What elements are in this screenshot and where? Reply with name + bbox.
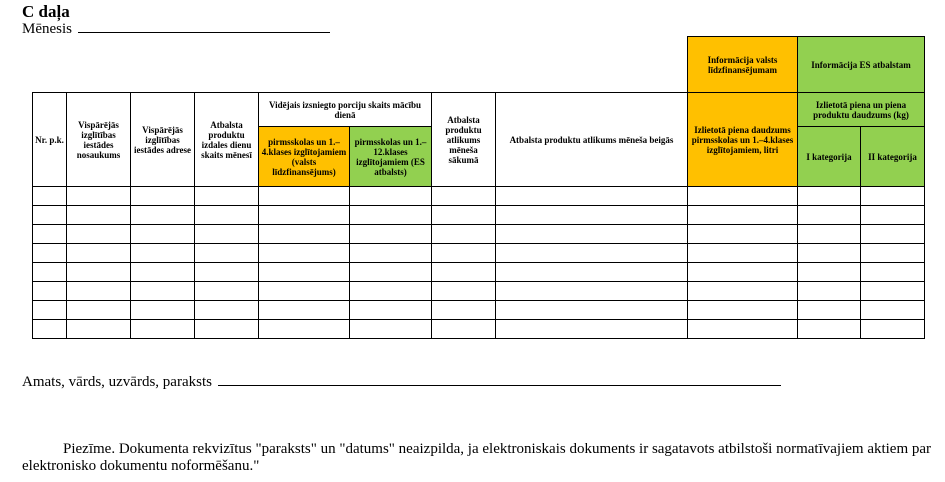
table-cell[interactable] [259, 263, 350, 282]
blank-header-area [33, 37, 688, 93]
table-cell[interactable] [131, 282, 195, 301]
table-cell[interactable] [33, 206, 67, 225]
table-cell[interactable] [350, 225, 432, 244]
table-cell[interactable] [432, 225, 496, 244]
table-cell[interactable] [432, 206, 496, 225]
table-cell[interactable] [688, 282, 798, 301]
header-eu-info: Informācija ES atbalstam [798, 37, 925, 93]
table-cell[interactable] [350, 244, 432, 263]
table-cell[interactable] [432, 320, 496, 339]
table-cell[interactable] [496, 244, 688, 263]
table-cell[interactable] [798, 301, 861, 320]
table-cell[interactable] [67, 263, 131, 282]
table-cell[interactable] [67, 301, 131, 320]
table-cell[interactable] [33, 244, 67, 263]
table-cell[interactable] [432, 244, 496, 263]
signature-input-line[interactable] [218, 372, 781, 386]
header-balance-end: Atbalsta produktu atlikums mēneša beigās [496, 93, 688, 187]
table-cell[interactable] [798, 206, 861, 225]
table-cell[interactable] [688, 263, 798, 282]
table-cell[interactable] [861, 206, 925, 225]
table-cell[interactable] [67, 187, 131, 206]
table-cell[interactable] [350, 301, 432, 320]
header-eu-milk: Izlietotā piena un piena produktu daudzums (kg) [798, 93, 925, 127]
table-cell[interactable] [798, 187, 861, 206]
table-cell[interactable] [861, 320, 925, 339]
table-cell[interactable] [259, 187, 350, 206]
table-cell[interactable] [259, 206, 350, 225]
header-avg-all: pirmsskolas un 1.–12.klases izglītojamiem (ES atbalsts) [350, 127, 432, 187]
header-state-info: Informācija valsts līdzfinansējumam [688, 37, 798, 93]
table-cell[interactable] [259, 282, 350, 301]
table-row [33, 244, 925, 263]
table-cell[interactable] [131, 320, 195, 339]
table-cell[interactable] [259, 244, 350, 263]
table-cell[interactable] [33, 301, 67, 320]
table-cell[interactable] [67, 282, 131, 301]
table-row [33, 320, 925, 339]
header-avg-preschool: pirmsskolas un 1.–4.klases izglītojamiem (valsts līdzfinansējums) [259, 127, 350, 187]
table-cell[interactable] [33, 320, 67, 339]
table-cell[interactable] [798, 282, 861, 301]
table-cell[interactable] [67, 225, 131, 244]
month-input-line[interactable] [78, 19, 330, 33]
header-avg-portions: Vidējais izsniegto porciju skaits mācību dienā [259, 93, 432, 127]
table-cell[interactable] [861, 244, 925, 263]
table-cell[interactable] [195, 187, 259, 206]
header-cat2: II kategorija [861, 127, 925, 187]
table-cell[interactable] [861, 301, 925, 320]
table-cell[interactable] [131, 301, 195, 320]
table-cell[interactable] [798, 244, 861, 263]
table-cell[interactable] [195, 282, 259, 301]
table-cell[interactable] [496, 187, 688, 206]
header-balance-start: Atbalsta produktu atlikums mēneša sākumā [432, 93, 496, 187]
table-cell[interactable] [688, 225, 798, 244]
table-cell[interactable] [688, 206, 798, 225]
header-state-milk: Izlietotā piena daudzums pirmsskolas un 1.–4.klases izglītojamiem, litri [688, 93, 798, 187]
table-cell[interactable] [688, 301, 798, 320]
month-label: Mēnesis [22, 21, 72, 37]
table-cell[interactable] [33, 225, 67, 244]
table-cell[interactable] [259, 301, 350, 320]
table-cell[interactable] [33, 187, 67, 206]
header-school-name: Vispārējās izglītības iestādes nosaukums [67, 93, 131, 187]
table-cell[interactable] [688, 320, 798, 339]
table-cell[interactable] [33, 282, 67, 301]
table-cell[interactable] [131, 225, 195, 244]
table-cell[interactable] [259, 320, 350, 339]
table-row [33, 301, 925, 320]
report-table [32, 36, 925, 339]
table-row [33, 282, 925, 301]
signature-label: Amats, vārds, uzvārds, paraksts [22, 374, 212, 390]
table-cell[interactable] [688, 244, 798, 263]
table-cell[interactable] [861, 263, 925, 282]
table-cell[interactable] [67, 320, 131, 339]
table-cell[interactable] [798, 263, 861, 282]
table-cell[interactable] [33, 263, 67, 282]
table-cell[interactable] [432, 301, 496, 320]
table-cell[interactable] [195, 225, 259, 244]
table-cell[interactable] [350, 187, 432, 206]
table-cell[interactable] [195, 244, 259, 263]
footnote: Piezīme. Dokumenta rekvizītus "paraksts" un "datums" neaizpilda, ja elektroniskais dokuments ir sagatavots atbilstoši normatīvajiem aktiem par elektronisko dokumentu noformēšanu." [22, 441, 932, 474]
table-cell[interactable] [861, 282, 925, 301]
table-cell[interactable] [861, 225, 925, 244]
table-cell[interactable] [496, 282, 688, 301]
table-row [33, 187, 925, 206]
header-days: Atbalsta produktu izdales dienu skaits mēnesī [195, 93, 259, 187]
table-row [33, 263, 925, 282]
table-cell[interactable] [350, 320, 432, 339]
table-cell[interactable] [432, 187, 496, 206]
table-cell[interactable] [688, 187, 798, 206]
table-cell[interactable] [131, 263, 195, 282]
table-cell[interactable] [861, 187, 925, 206]
table-cell[interactable] [350, 282, 432, 301]
table-cell[interactable] [496, 263, 688, 282]
table-cell[interactable] [432, 263, 496, 282]
table-cell[interactable] [798, 320, 861, 339]
table-cell[interactable] [195, 320, 259, 339]
header-nr: Nr. p.k. [33, 93, 67, 187]
table-cell[interactable] [432, 282, 496, 301]
table-cell[interactable] [496, 301, 688, 320]
table-cell[interactable] [496, 225, 688, 244]
table-cell[interactable] [259, 225, 350, 244]
table-cell[interactable] [67, 206, 131, 225]
table-cell[interactable] [131, 187, 195, 206]
table-row [33, 206, 925, 225]
table-cell[interactable] [350, 206, 432, 225]
header-cat1: I kategorija [798, 127, 861, 187]
table-cell[interactable] [195, 263, 259, 282]
table-cell[interactable] [131, 244, 195, 263]
table-cell[interactable] [350, 263, 432, 282]
table-cell[interactable] [496, 320, 688, 339]
table-cell[interactable] [131, 206, 195, 225]
table-row [33, 225, 925, 244]
header-school-address: Vispārējās izglītības iestādes adrese [131, 93, 195, 187]
table-cell[interactable] [195, 301, 259, 320]
table-cell[interactable] [496, 206, 688, 225]
table-cell[interactable] [67, 244, 131, 263]
signature-field [22, 372, 781, 391]
table-cell[interactable] [798, 225, 861, 244]
table-cell[interactable] [195, 206, 259, 225]
part-title: C daļa [22, 2, 70, 21]
